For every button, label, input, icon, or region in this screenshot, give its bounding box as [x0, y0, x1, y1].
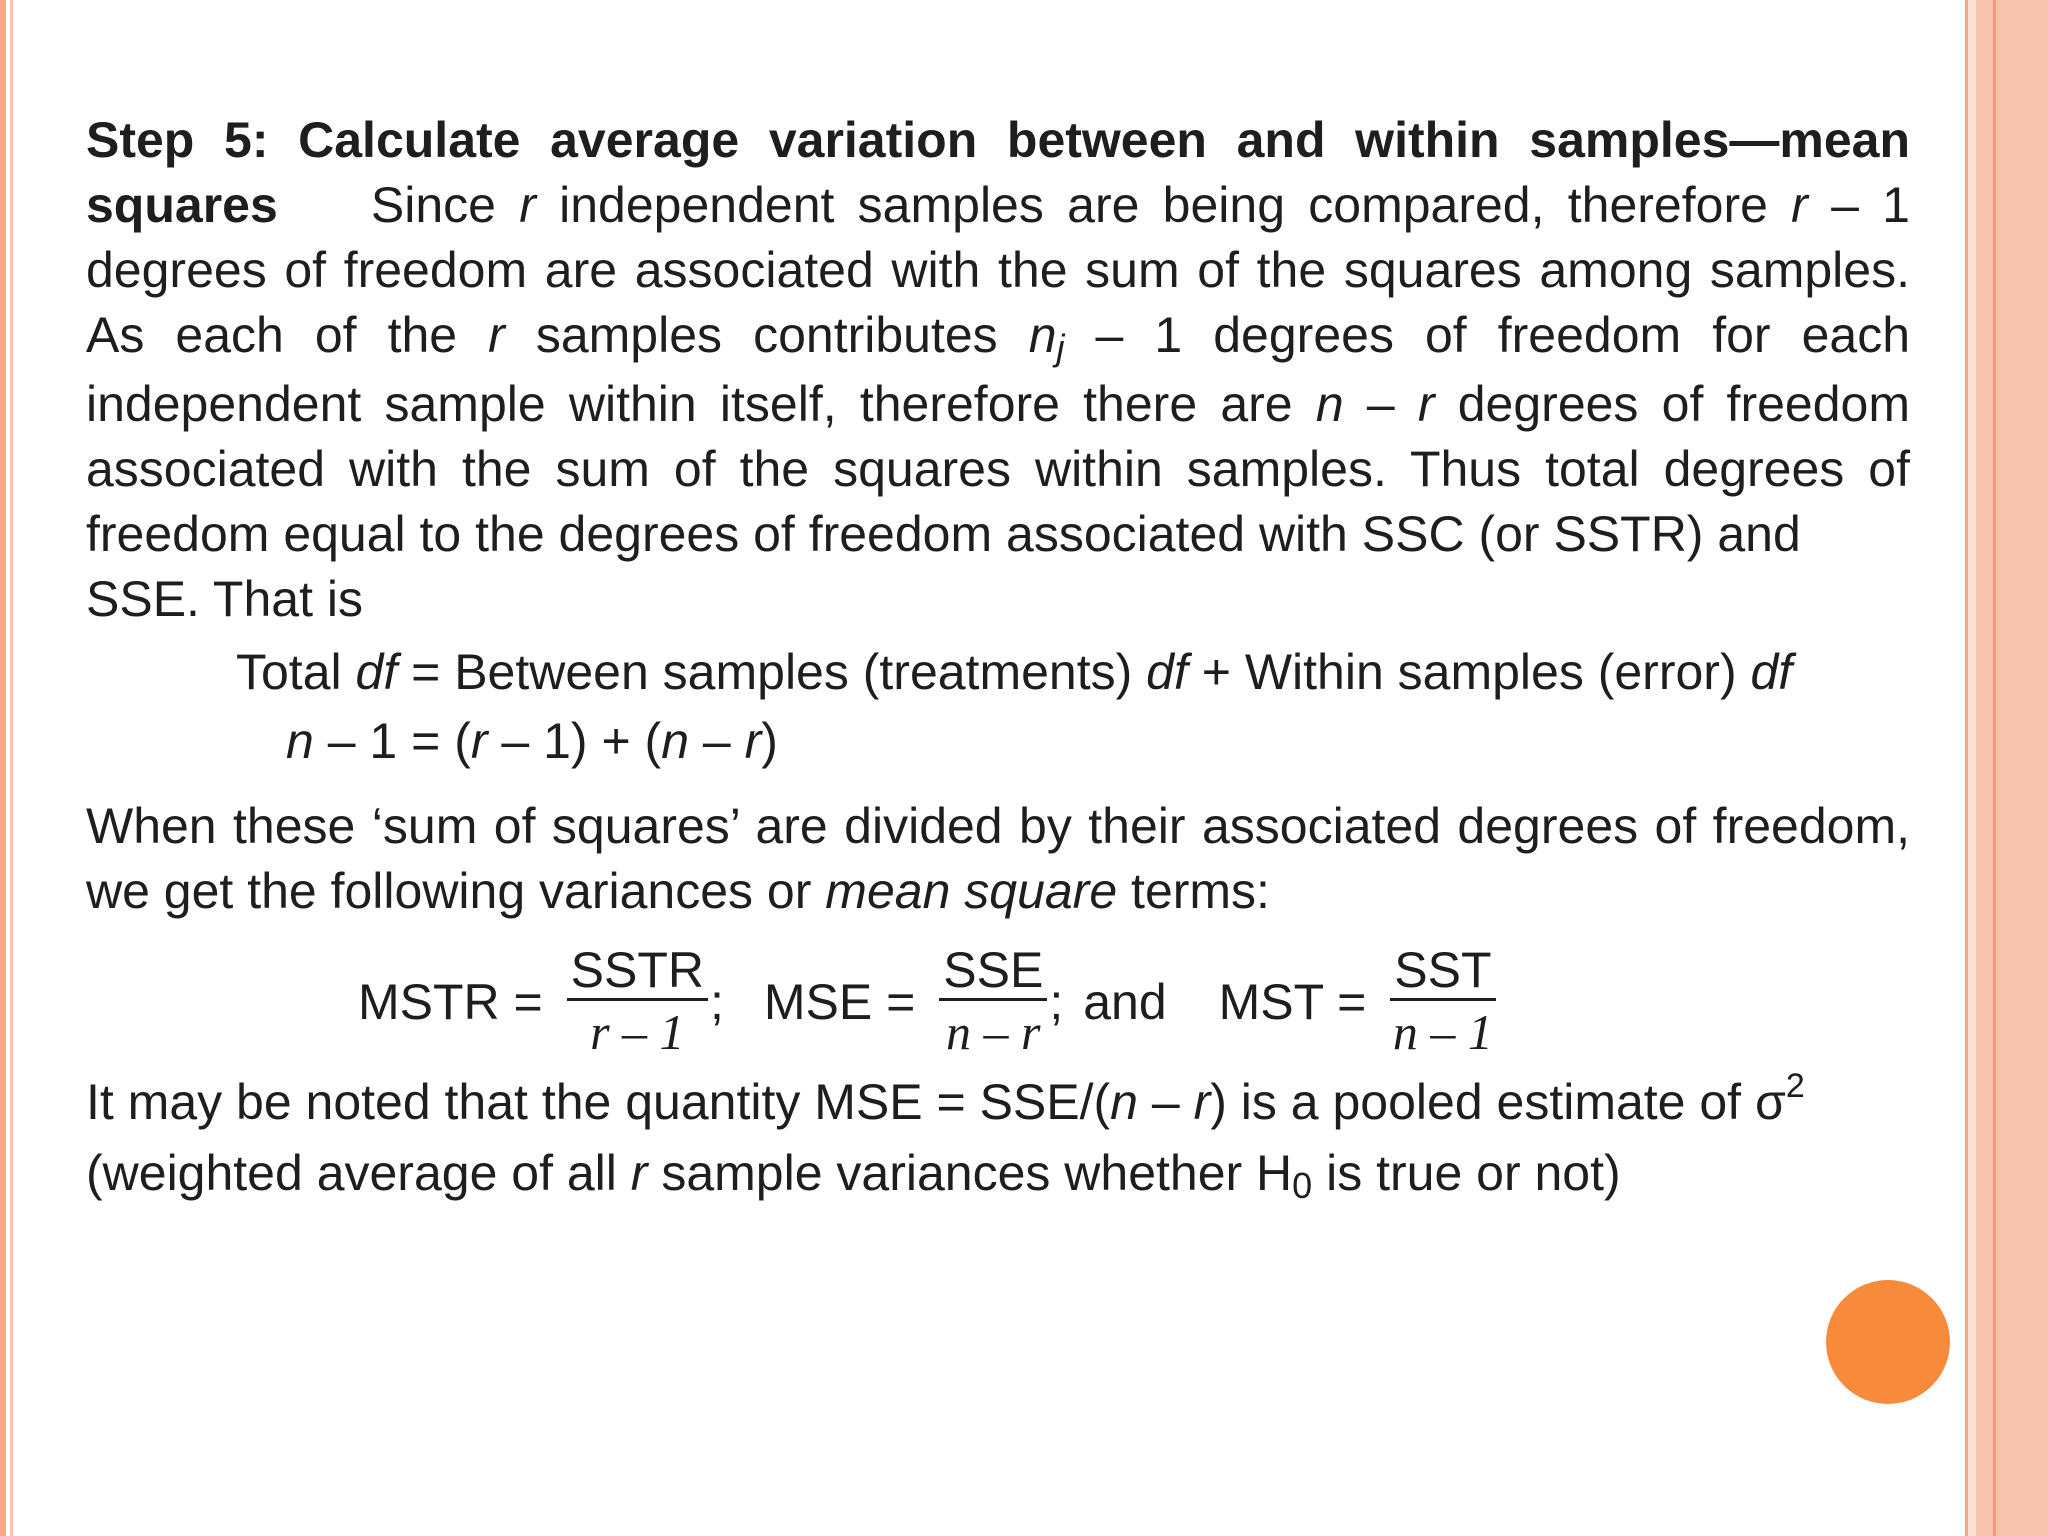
var-n: n	[1028, 307, 1057, 363]
var-r: r	[470, 713, 488, 769]
slide-content	[86, 108, 1910, 1210]
step-paragraph	[86, 108, 1910, 567]
step-last-line: SSE. That is	[86, 571, 363, 627]
text: independent samples are being compared, therefore	[535, 177, 1792, 233]
text: is true or not)	[1312, 1145, 1621, 1201]
text: = Between samples (treatments)	[397, 644, 1147, 700]
var-n: n	[661, 713, 689, 769]
var-r: r	[488, 307, 505, 363]
text: degrees of freedom associated with the sum of the squares within samples. Thus total degrees of freedom equal to the degrees of freedom associated with SSC (or SSTR) and	[86, 376, 1910, 562]
text: When these ‘sum of squares’ are divided by their associated degrees of freedom, we get the following variances or	[86, 798, 1910, 919]
text: –	[689, 713, 745, 769]
pooled-line-1	[86, 1067, 1910, 1141]
text: – 1) + (	[487, 713, 662, 769]
var-r: r	[630, 1145, 648, 1201]
subscript-j: j	[1056, 327, 1065, 368]
var-n: n	[1110, 1074, 1138, 1130]
var-r: r	[1193, 1074, 1211, 1130]
right-border-light	[1968, 0, 1976, 1536]
mse-lhs: MSE =	[763, 973, 930, 1030]
var-r: r	[1417, 376, 1435, 432]
text: – 1 = (	[313, 713, 471, 769]
var-n: n	[286, 713, 314, 769]
left-border-stripe	[0, 0, 6, 1536]
var-r: r	[744, 713, 762, 769]
df-symbol: df	[355, 644, 398, 700]
mstr-numerator: SSTR	[567, 942, 708, 1001]
mst-fraction	[1390, 942, 1495, 1063]
mean-square-paragraph	[86, 794, 1910, 924]
text: (weighted average of all	[86, 1145, 631, 1201]
pooled-estimate-paragraph	[86, 1067, 1910, 1210]
text: –	[1343, 376, 1418, 432]
text: –	[1137, 1074, 1194, 1130]
df-symbol: df	[1750, 644, 1793, 700]
text: It may be noted that the quantity MSE = SSE/(	[86, 1074, 1111, 1130]
text: Total	[236, 644, 356, 700]
df-equation	[236, 640, 1910, 705]
var-r: r	[519, 177, 536, 233]
right-border-stripe	[1976, 0, 2048, 1536]
orange-circle-decoration	[1826, 1280, 1950, 1404]
mst-numerator: SST	[1390, 942, 1495, 1001]
text: sample variances whether H	[647, 1145, 1293, 1201]
text: ) is a pooled estimate of σ	[1210, 1074, 1786, 1130]
mstr-denominator: r – 1	[590, 1003, 685, 1060]
mse-denominator: n – r	[946, 1003, 1041, 1060]
df-symbol: df	[1146, 644, 1188, 700]
mstr-fraction	[567, 942, 708, 1063]
mst-denominator: n – 1	[1392, 1003, 1493, 1060]
superscript-2: 2	[1785, 1067, 1805, 1105]
subscript-0: 0	[1292, 1165, 1313, 1206]
text: Since	[370, 177, 520, 233]
n-equation	[286, 709, 1910, 774]
separator: ;	[710, 973, 724, 1030]
mse-numerator: SSE	[939, 942, 1047, 1001]
right-border-line	[1965, 0, 1968, 1536]
text: terms:	[1117, 863, 1270, 919]
text: – 1 degrees of freedom for each independent sample within itself, therefore there are	[86, 307, 1911, 432]
left-border-line	[10, 0, 13, 1536]
step-heading: Step 5: Calculate average variation between and within samples—mean squares	[86, 112, 1910, 233]
mse-fraction	[939, 942, 1047, 1063]
and-word: and	[1083, 973, 1167, 1030]
separator: ;	[1049, 973, 1064, 1030]
mst-lhs: MST =	[1218, 973, 1381, 1030]
text: + Within samples (error)	[1187, 644, 1751, 700]
mean-square-formulas	[358, 938, 1910, 1066]
mstr-lhs: MSTR =	[358, 973, 557, 1030]
var-n: n	[1315, 376, 1344, 432]
text: samples contributes	[504, 307, 1029, 363]
text: )	[761, 713, 778, 769]
emphasis: mean square	[825, 863, 1118, 919]
text: – 1 degrees of freedom are associated with the sum of the squares among samples. As each of the	[86, 177, 1910, 363]
right-border-inner-line	[1993, 0, 1996, 1536]
pooled-line-2	[86, 1141, 1910, 1210]
var-r: r	[1791, 177, 1808, 233]
